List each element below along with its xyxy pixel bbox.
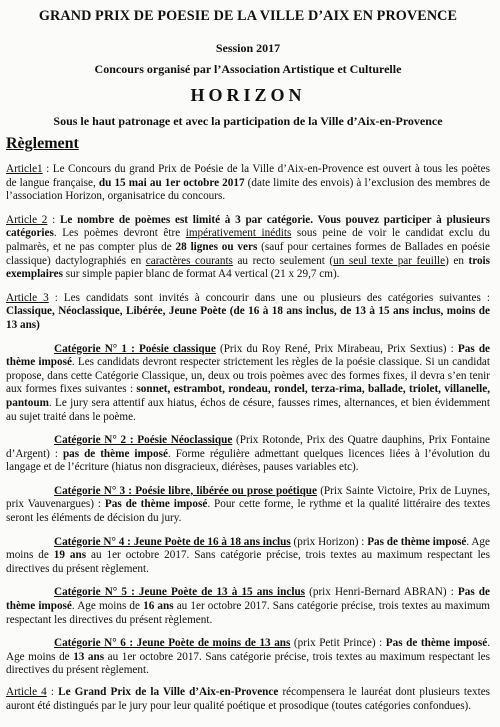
category-6-label: Catégorie N° 6 : Jeune Poète de moins de 13 ans bbox=[54, 637, 291, 650]
category-4: Catégorie N° 4 : Jeune Poète de 16 à 18 ans inclus (prix Horizon) : Pas de thème imposé. Age moins de 19 ans au 1er octobre 2017. Sans catégorie précise, trois textes au maximum respectant les directives du présent règlement. bbox=[6, 535, 490, 575]
category-5: Catégorie N° 5 : Jeune Poète de 13 à 15 ans inclus (prix Henri-Bernard ABRAN) : Pas de thème imposé. Age moins de 16 ans au 1er octobre 2017. Sans catégorie précise, trois textes au maximum respectant les directives du présent règlement. bbox=[6, 586, 491, 626]
article-3-label: Article 3 bbox=[6, 291, 49, 304]
patronage-line: Sous le haut patronage et avec la participation de la Ville d’Aix-en-Provence bbox=[53, 114, 443, 128]
section-heading: Règlement bbox=[6, 135, 79, 152]
article-2-label: Article 2 bbox=[6, 213, 48, 226]
article-2: Article 2 : Le nombre de poèmes est limité à 3 par catégorie. Vous pouvez participer à plusieurs catégories. Les poèmes devront être impérativement inédits sous peine de voir le candidat exclu du palmarès, et ne pas compter plus de 28 lignes ou vers (sauf pour certaines formes de Ballades en poésie classique) dactylographiés en caractères courants au recto seulement (un seul texte par feuille) en trois exemplaires sur simple papier blanc de format A4 vertical (21 x 29,7 cm). bbox=[6, 213, 491, 281]
category-1-label: Catégorie N° 1 : Poésie classique bbox=[54, 342, 216, 355]
article-1: Article1 : Le Concours du grand Prix de Poésie de la Ville d’Aix-en-Provence est ouvert à tous les poètes de langue française, du 15 mai au 1er octobre 2017 (date limite des envois) à l’exclusion des membres de l’association Horizon, organisatrice du concours. bbox=[6, 163, 491, 203]
category-2-label: Catégorie N° 2 : Poésie Néoclassique bbox=[54, 434, 233, 447]
category-3-label: Catégorie N° 3 : Poésie libre, libérée ou prose poétique bbox=[54, 484, 317, 497]
article-4: Article 4 : Le Grand Prix de la Ville d’Aix-en-Provence récompensera le lauréat dont plusieurs textes auront été distingués par le jury pour leur qualité poétique et prosodique (toutes catégories confondues). bbox=[6, 686, 491, 712]
category-2: Catégorie N° 2 : Poésie Néoclassique (Prix Rotonde, Prix des Quatre dauphins, Prix Fontaine d’Argent) : pas de thème imposé. Forme régulière admettant quelques licences liées à l’évolution du langage et de l’écriture (hiatus non disgracieux, diérèses, pauses variables etc). bbox=[6, 434, 491, 474]
article-3: Article 3 : Les candidats sont invités à concourir dans une ou plusieurs des catégories suivantes : Classique, Néoclassique, Libérée, Jeune Poète (de 16 à 18 ans inclus, de 13 à 15 ans inclus, moins de 13 ans) bbox=[6, 291, 490, 331]
category-4-label: Catégorie N° 4 : Jeune Poète de 16 à 18 ans inclus bbox=[54, 535, 291, 548]
association-name: HORIZON bbox=[190, 85, 306, 105]
article-1-dates: du 15 mai au 1er octobre 2017 bbox=[98, 176, 245, 189]
category-1: Catégorie N° 1 : Poésie classique (Prix du Roy René, Prix Mirabeau, Prix Sextius) : Pas de thème imposé. Les candidats devront respecter strictement les règles de la poésie classique. Si un candidat propose, dans cette Catégorie Classique, un, deux ou trois poèmes avec des formes fixes, il devra s’en tenir aux formes fixes suivantes : sonnet, estrambot, rondeau, rondel, terza-rima, ballade, triolet, villanelle, pantoum. Le jury sera attentif aux hiatus, échos de césure, fausses rimes, alternances, et bien évidemment au sujet traité dans le poème. bbox=[6, 342, 491, 423]
article-1-label: Article1 bbox=[6, 163, 43, 175]
document-title: GRAND PRIX DE POESIE DE LA VILLE D’AIX EN PROVENCE bbox=[38, 8, 458, 24]
category-5-label: Catégorie N° 5 : Jeune Poète de 13 à 15 ans inclus bbox=[54, 586, 306, 599]
article-4-label: Article 4 bbox=[6, 686, 47, 698]
category-6: Catégorie N° 6 : Jeune Poète de moins de 13 ans (prix Petit Prince) : Pas de thème imposé. Age moins de 13 ans au 1er octobre 2017. Sans catégorie précise, trois textes au maximum respectant les directives du présent règlement. bbox=[6, 637, 490, 677]
organizer-line: Concours organisé par l’Association Artistique et Culturelle bbox=[94, 62, 402, 76]
session-label: Session 2017 bbox=[215, 41, 281, 55]
category-3: Catégorie N° 3 : Poésie libre, libérée ou prose poétique (Prix Sainte Victoire, Prix de Luynes, prix Vauvenargues) : Pas de thème imposé. Pour cette forme, le rythme et la qualité littéraire des textes seront les éléments de décision du jury. bbox=[6, 484, 490, 525]
